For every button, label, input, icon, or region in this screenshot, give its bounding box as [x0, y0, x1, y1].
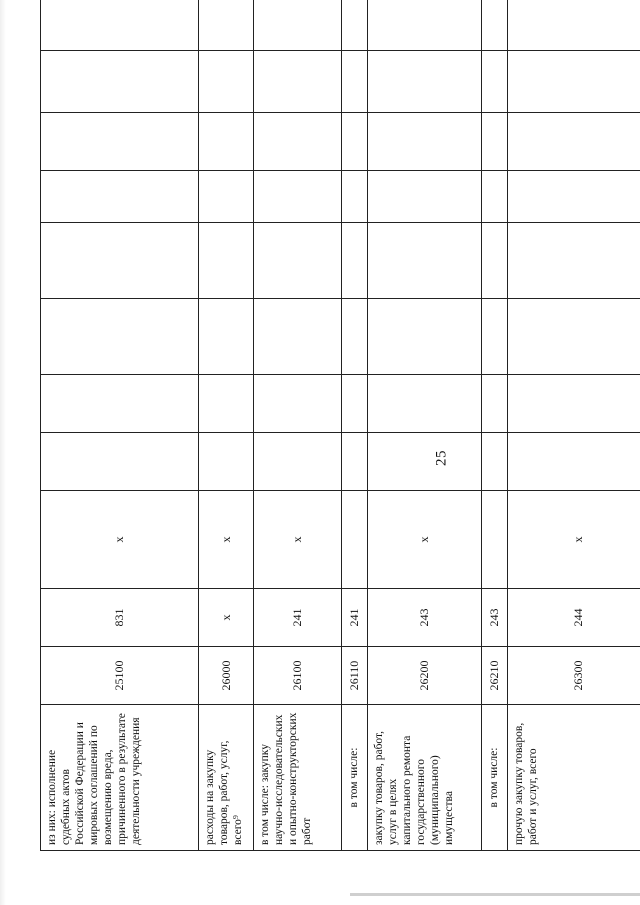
page-number: 25: [433, 450, 450, 466]
amount-cell: [41, 299, 199, 375]
amount-cell: [254, 171, 342, 223]
amount-cell: [482, 223, 508, 299]
amount-cell: [508, 51, 640, 113]
amount-cell: [342, 113, 368, 171]
amount-cell: [482, 171, 508, 223]
amount-cell: [508, 113, 640, 171]
amount-cell: [368, 433, 482, 491]
amount-cell: [508, 223, 640, 299]
line-code-cell: 26210: [482, 647, 508, 705]
table-row: [482, 0, 508, 851]
amount-cell: [342, 171, 368, 223]
kosgu-code-cell: 244: [508, 589, 640, 647]
table-row: [41, 0, 199, 851]
row-description: в том числе:: [342, 705, 368, 851]
amount-cell: [368, 223, 482, 299]
amount-cell: [368, 113, 482, 171]
plan-table: [40, 39, 640, 851]
table-row: [254, 0, 342, 851]
kvr-code-cell: х: [368, 491, 482, 589]
line-code-cell: 26200: [368, 647, 482, 705]
amount-cell: [482, 0, 508, 51]
kosgu-code-cell: х: [199, 589, 254, 647]
amount-cell: [508, 433, 640, 491]
table-row: [368, 0, 482, 851]
amount-cell: [199, 375, 254, 433]
amount-cell: [482, 375, 508, 433]
amount-cell: [368, 0, 482, 51]
amount-cell: [199, 223, 254, 299]
row-description: расходы на закупку товаров, работ, услуг, всего⁹: [199, 705, 254, 851]
kvr-code-cell: х: [199, 491, 254, 589]
amount-cell: [508, 299, 640, 375]
scan-edge: [0, 0, 6, 905]
line-code-cell: 26110: [342, 647, 368, 705]
amount-cell: [41, 223, 199, 299]
amount-cell: [41, 375, 199, 433]
amount-cell: [368, 51, 482, 113]
line-code-cell: 26100: [254, 647, 342, 705]
amount-cell: [254, 0, 342, 51]
scan-border-mark: [350, 893, 640, 896]
amount-cell: [41, 51, 199, 113]
amount-cell: [482, 113, 508, 171]
row-description: прочую закупку товаров, работ и услуг, всего: [508, 705, 640, 851]
amount-cell: [368, 375, 482, 433]
amount-cell: [254, 223, 342, 299]
amount-cell: [199, 0, 254, 51]
kosgu-code-cell: 241: [342, 589, 368, 647]
amount-cell: [482, 433, 508, 491]
amount-cell: [41, 171, 199, 223]
line-code-cell: 26300: [508, 647, 640, 705]
line-code-cell: 26000: [199, 647, 254, 705]
row-description: из них: исполнение судебных актов Российской Федерации и мировых соглашений по возмещению вреда, причиненного в результате деятельности учреждения: [41, 705, 199, 851]
amount-cell: [482, 299, 508, 375]
kosgu-code-cell: 243: [482, 589, 508, 647]
financial-plan-table: [40, 0, 640, 851]
amount-cell: [254, 299, 342, 375]
row-description: в том числе:: [482, 705, 508, 851]
amount-cell: [342, 433, 368, 491]
kvr-code-cell: [342, 491, 368, 589]
amount-cell: [41, 0, 199, 51]
amount-cell: [508, 171, 640, 223]
amount-cell: [254, 113, 342, 171]
amount-cell: [41, 433, 199, 491]
amount-cell: [199, 113, 254, 171]
amount-cell: [254, 51, 342, 113]
kvr-code-cell: х: [254, 491, 342, 589]
kosgu-code-cell: 241: [254, 589, 342, 647]
amount-cell: [368, 171, 482, 223]
amount-cell: [342, 223, 368, 299]
table-row: [199, 0, 254, 851]
line-code-cell: 25100: [41, 647, 199, 705]
kvr-code-cell: х: [508, 491, 640, 589]
table-row: [342, 0, 368, 851]
row-description: в том числе: закупку научно-исследовательских и опытно-конструкторских работ: [254, 705, 342, 851]
row-description: закупку товаров, работ, услуг в целях капитального ремонта государственного (муниципального) имущества: [368, 705, 482, 851]
amount-cell: [508, 0, 640, 51]
amount-cell: [342, 0, 368, 51]
amount-cell: [199, 433, 254, 491]
amount-cell: [508, 375, 640, 433]
amount-cell: [342, 299, 368, 375]
amount-cell: [342, 375, 368, 433]
amount-cell: [199, 51, 254, 113]
kvr-code-cell: х: [41, 491, 199, 589]
kvr-code-cell: [482, 491, 508, 589]
amount-cell: [482, 51, 508, 113]
amount-cell: [368, 299, 482, 375]
amount-cell: [254, 433, 342, 491]
amount-cell: [41, 113, 199, 171]
amount-cell: [342, 51, 368, 113]
kosgu-code-cell: 243: [368, 589, 482, 647]
amount-cell: [254, 375, 342, 433]
amount-cell: [199, 299, 254, 375]
amount-cell: [199, 171, 254, 223]
table-row: [508, 0, 640, 851]
kosgu-code-cell: 831: [41, 589, 199, 647]
